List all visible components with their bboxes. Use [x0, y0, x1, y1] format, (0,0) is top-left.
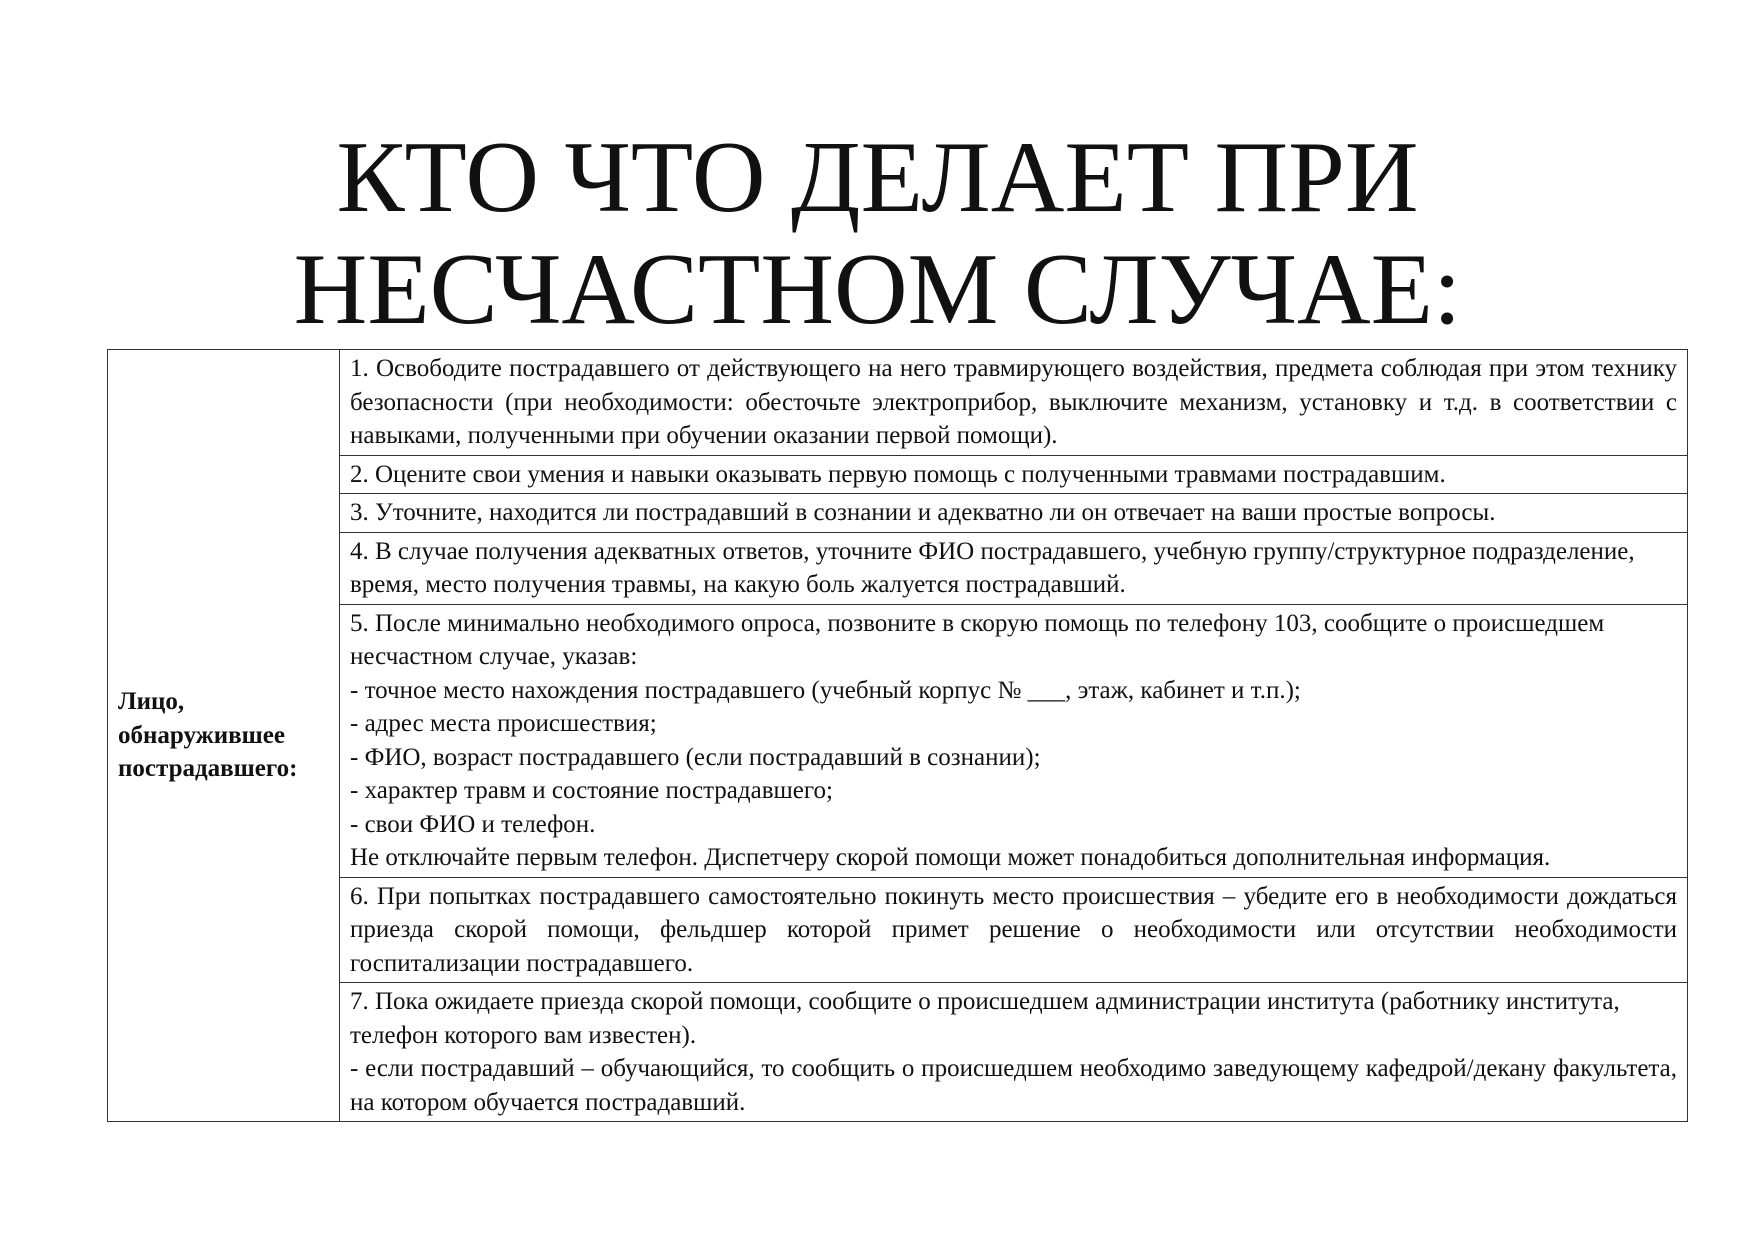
step-1-text: 1. Освободите пострадавшего от действующего на него травмирующего воздействия, предмета соблюдая при этом технику безопасности (при необходимости: обесточьте электроприбор, выключите механизм, установку и т.д. в соответствии с навыками, полученными при обучении оказании первой помощи).: [350, 355, 1677, 449]
table-row: [108, 494, 1688, 533]
table-row: [108, 877, 1688, 983]
step-4-cell: [340, 532, 1688, 604]
page-title-line-2: НЕСЧАСТНОМ СЛУЧАЕ:: [293, 233, 1462, 346]
table-row: [108, 350, 1688, 456]
step-5-item: - ФИО, возраст пострадавшего (если пострадавший в сознании);: [350, 743, 1041, 771]
step-5-cell: [340, 604, 1688, 877]
table-row: [108, 604, 1688, 877]
step-7-intro: 7. Пока ожидаете приезда скорой помощи, сообщите о происшедшем администрации института (работнику института, телефон которого вам известен).: [350, 988, 1620, 1049]
step-2-cell: [340, 455, 1688, 494]
step-2-text: 2. Оцените свои умения и навыки оказывать первую помощь с полученными травмами пострадавшим.: [350, 460, 1446, 488]
table-row: [108, 983, 1688, 1122]
step-3-cell: [340, 494, 1688, 533]
step-7-outro: - если пострадавший – обучающийся, то сообщить о происшедшем необходимо заведующему кафедрой/декану факультета, на котором обучается пострадавший.: [350, 1055, 1677, 1116]
page-title: [0, 122, 1755, 346]
step-5-outro: Не отключайте первым телефон. Диспетчеру скорой помощи может понадобиться дополнительная информация.: [350, 844, 1551, 871]
step-6-cell: [340, 877, 1688, 983]
page-title-line-1: КТО ЧТО ДЕЛАЕТ ПРИ: [336, 121, 1419, 234]
step-1-cell: [340, 350, 1688, 456]
role-cell: [108, 350, 340, 1122]
step-5-item: - адрес места происшествия;: [350, 710, 657, 737]
step-4-text: 4. В случае получения адекватных ответов, уточните ФИО пострадавшего, учебную группу/структурное подразделение, время, место получения травмы, на какую боль жалуется пострадавший.: [350, 537, 1635, 598]
instructions-table: [107, 349, 1688, 1122]
table-row: [108, 532, 1688, 604]
step-5-item: - характер травм и состояние пострадавшего;: [350, 777, 833, 804]
step-3-text: 3. Уточните, находится ли пострадавший в сознании и адекватно ли он отвечает на ваши простые вопросы.: [350, 499, 1496, 526]
step-5-item: - свои ФИО и телефон.: [350, 810, 596, 838]
step-6-text: 6. При попытках пострадавшего самостоятельно покинуть место происшествия – убедите его в необходимости дождаться приезда скорой помощи, фельдшер которой примет решение о необходимости или отсутствии необходимости госпитализации пострадавшего.: [350, 882, 1677, 977]
table-row: [108, 455, 1688, 494]
role-label: Лицо, обнаружившее пострадавшего:: [118, 688, 298, 783]
step-5-item: - точное место нахождения пострадавшего (учебный корпус № ___, этаж, кабинет и т.п.);: [350, 676, 1301, 704]
step-7-cell: [340, 983, 1688, 1122]
step-5-intro: 5. После минимально необходимого опроса, позвоните в скорую помощь по телефону 103, сообщите о происшедшем несчастном случае, указав:: [350, 609, 1605, 670]
